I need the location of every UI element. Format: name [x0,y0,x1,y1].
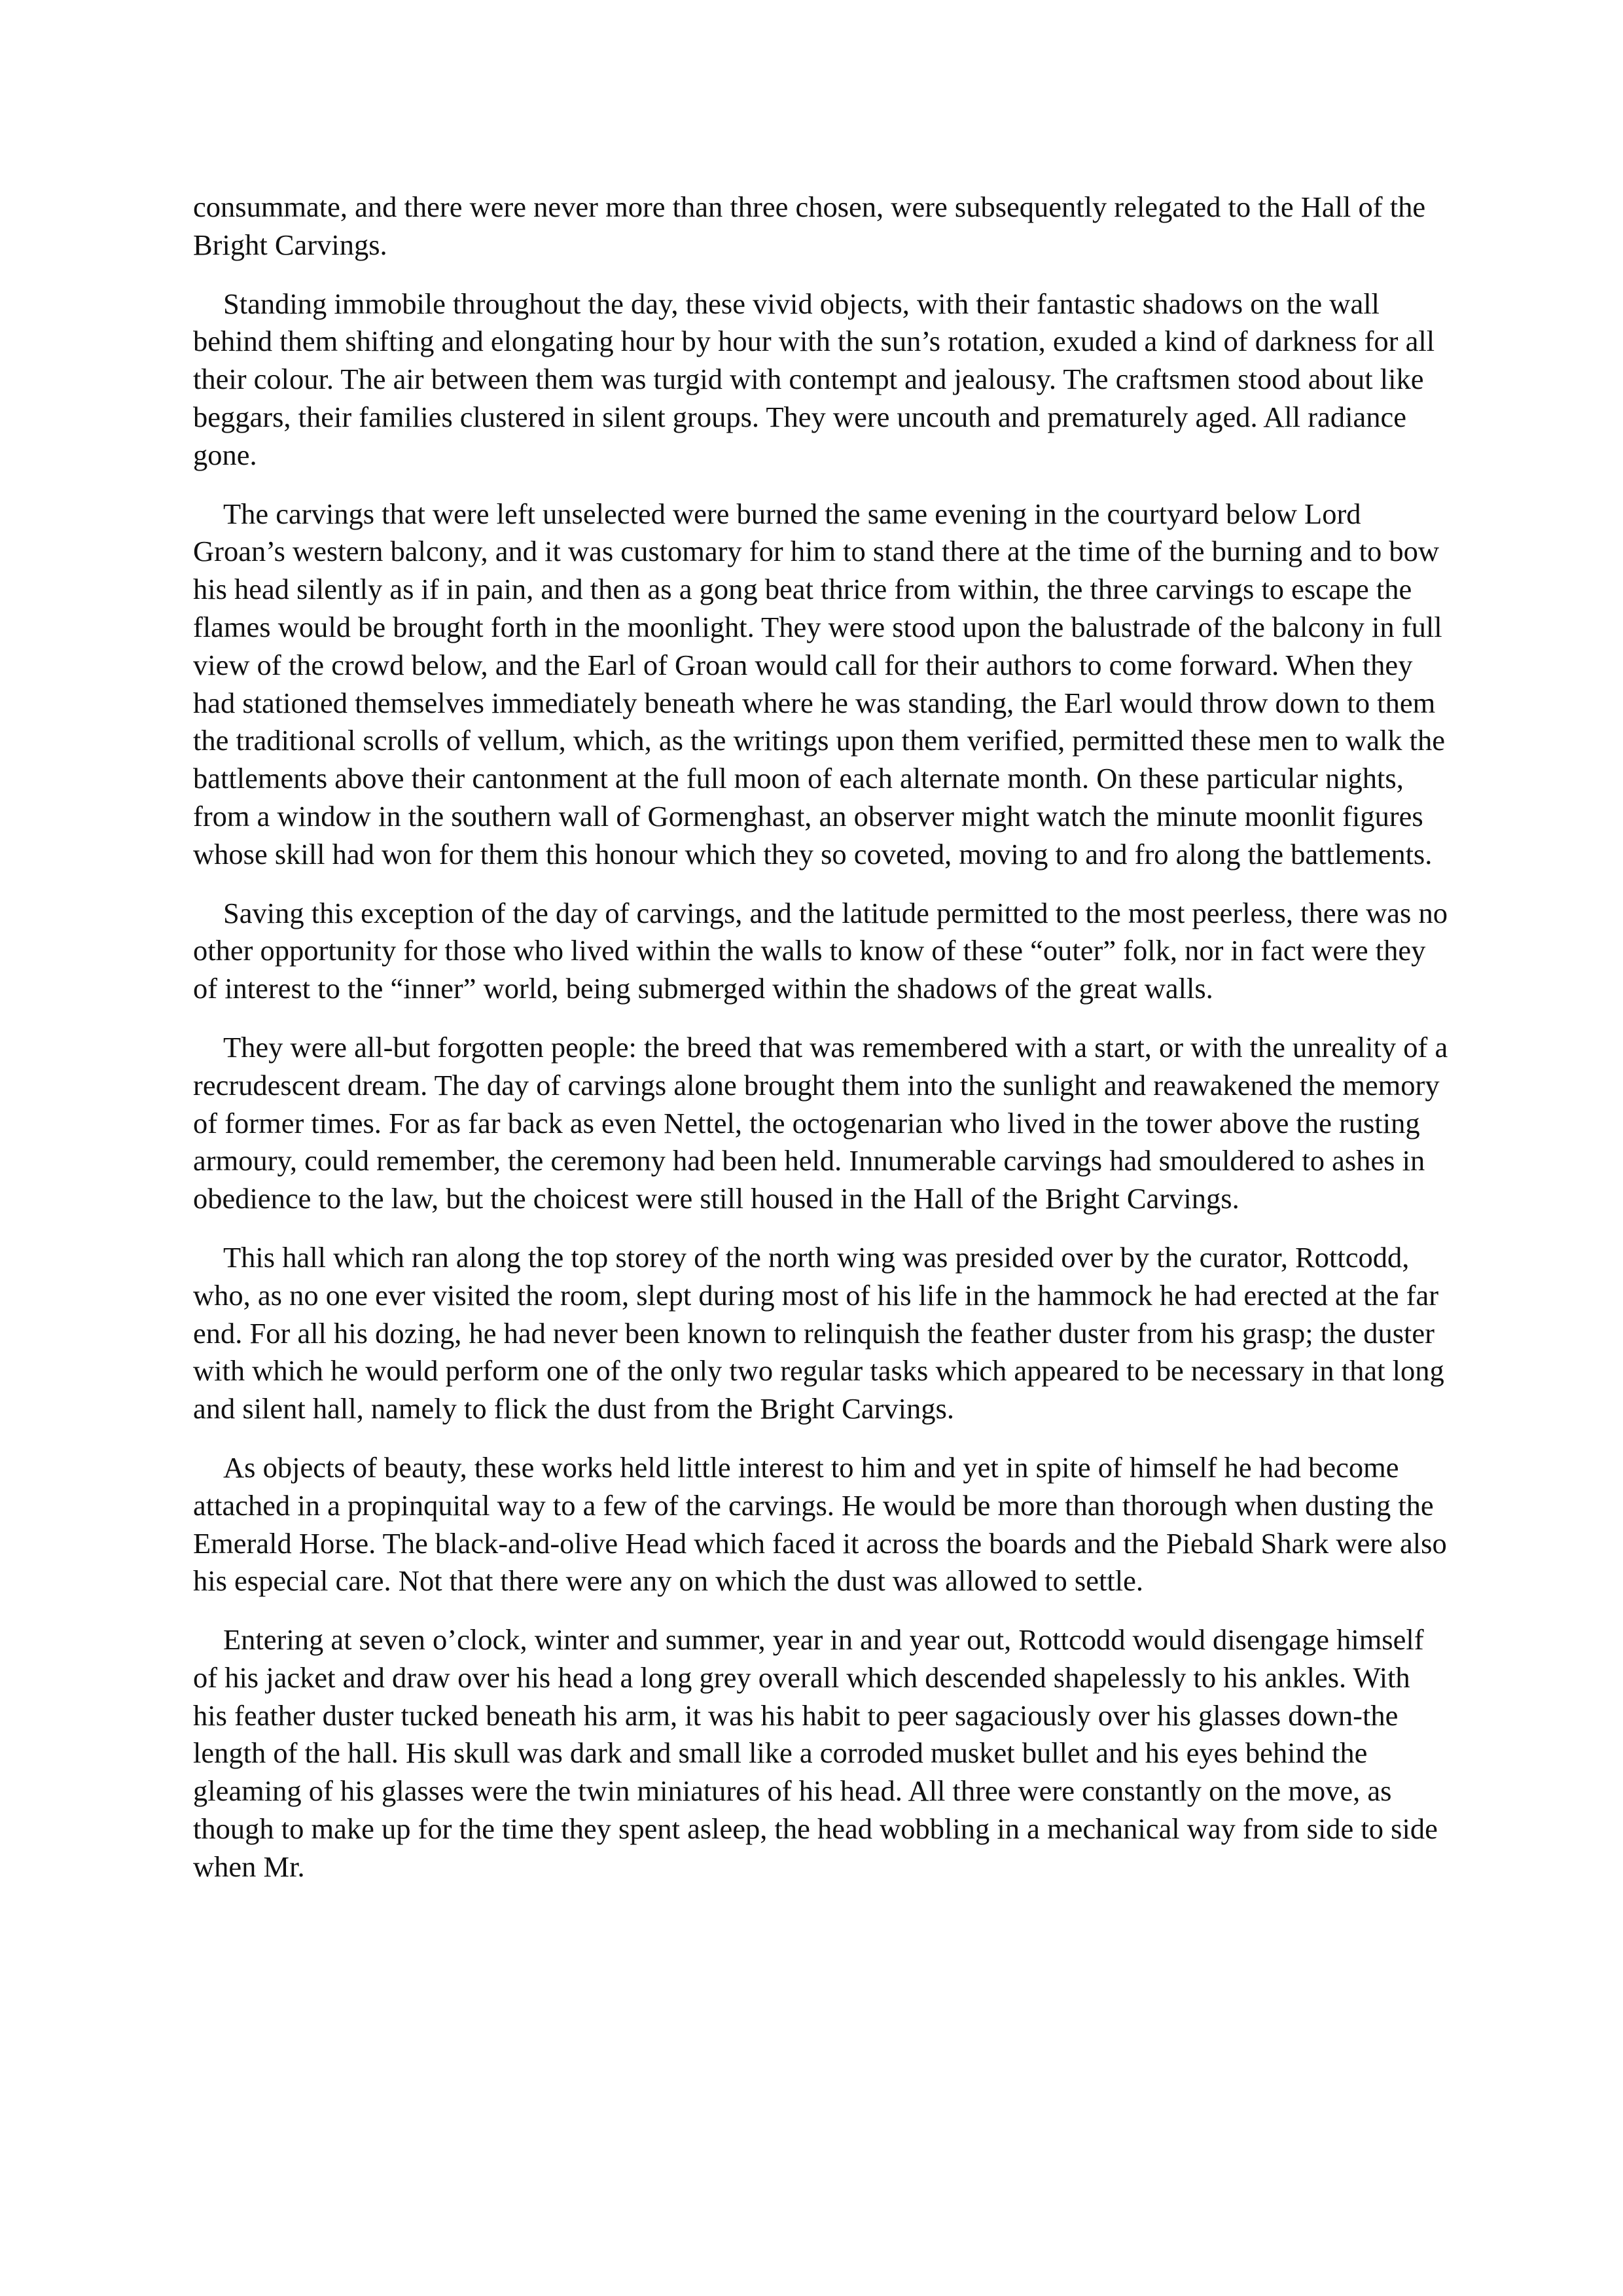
paragraph: This hall which ran along the top storey of the north wing was presided over by the curator, Rottcodd, who, as no one ever visited the room, slept during most of his life in the hammock he had erected at the far end. For all his dozing, he had never been known to relinquish the feather duster from his grasp; the duster with which he would perform one of the only two regular tasks which appeared to be necessary in that long and silent hall, namely to flick the dust from the Bright Carvings. [193,1240,1444,1426]
paragraph: The carvings that were left unselected were burned the same evening in the courtyard below Lord Groan’s western balcony, and it was customary for him to stand there at the time of the burning and to bow his head silently as if in pain, and then as a gong beat thrice from within, the three carvings to escape the flames would be brought forth in the moonlight. They were stood upon the balustrade of the balcony in full view of the crowd below, and the Earl of Groan would call for their authors to come forward. When they had stationed themselves immediately beneath where he was standing, the Earl would throw down to them the traditional scrolls of vellum, which, as the writings upon them verified, permitted these men to walk the battlements above their cantonment at the full moon of each alternate month. On these particular nights, from a window in the southern wall of Gormenghast, an observer might watch the minute moonlit figures whose skill had won for them this honour which they so coveted, moving to and fro along the battlements. [193,497,1446,870]
paragraph: Entering at seven o’clock, winter and summer, year in and year out, Rottcodd would disengage himself of his jacket and draw over his head a long grey overall which descended shapelessly to his ankles. With his feather duster tucked beneath his arm, it was his habit to peer sagaciously over his glasses down-the length of the hall. His skull was dark and small like a corroded musket bullet and his eyes behind the gleaming of his glasses were the twin miniatures of his head. All three were constantly on the move, as though to make up for the time they spent asleep, the head wobbling in a mechanical way from side to side when Mr. [193,1623,1438,1883]
paragraph: Saving this exception of the day of carvings, and the latitude permitted to the most peerless, there was no other opportunity for those who lived within the walls to know of these “outer” folk, nor in fact were they of interest to the “inner” world, being submerged within the shadows of the great walls. [193,896,1448,1005]
document-page [193,188,1450,1907]
paragraph: Standing immobile throughout the day, these vivid objects, with their fantastic shadows on the wall behind them shifting and elongating hour by hour with the sun’s rotation, exuded a kind of darkness for all their colour. The air between them was turgid with contempt and jealousy. The craftsmen stood about like beggars, their families clustered in silent groups. They were uncouth and prematurely aged. All radiance gone. [193,287,1435,471]
paragraph: They were all-but forgotten people: the breed that was remembered with a start, or with the unreality of a recrudescent dream. The day of carvings alone brought them into the sunlight and reawakened the memory of former times. For as far back as even Nettel, the octogenarian who lived in the tower above the rusting armoury, could remember, the ceremony had been held. Innumerable carvings had smouldered to ashes in obedience to the law, but the choicest were still housed in the Hall of the Bright Carvings. [193,1030,1448,1215]
paragraph: consummate, and there were never more than three chosen, were subsequently relegated to the Hall of the Bright Carvings. [193,190,1426,261]
paragraph: As objects of beauty, these works held little interest to him and yet in spite of himself he had become attached in a propinquital way to a few of the carvings. He would be more than thorough when dusting the Emerald Horse. The black-and-olive Head which faced it across the boards and the Piebald Shark were also his especial care. Not that there were any on which the dust was allowed to settle. [193,1450,1447,1598]
